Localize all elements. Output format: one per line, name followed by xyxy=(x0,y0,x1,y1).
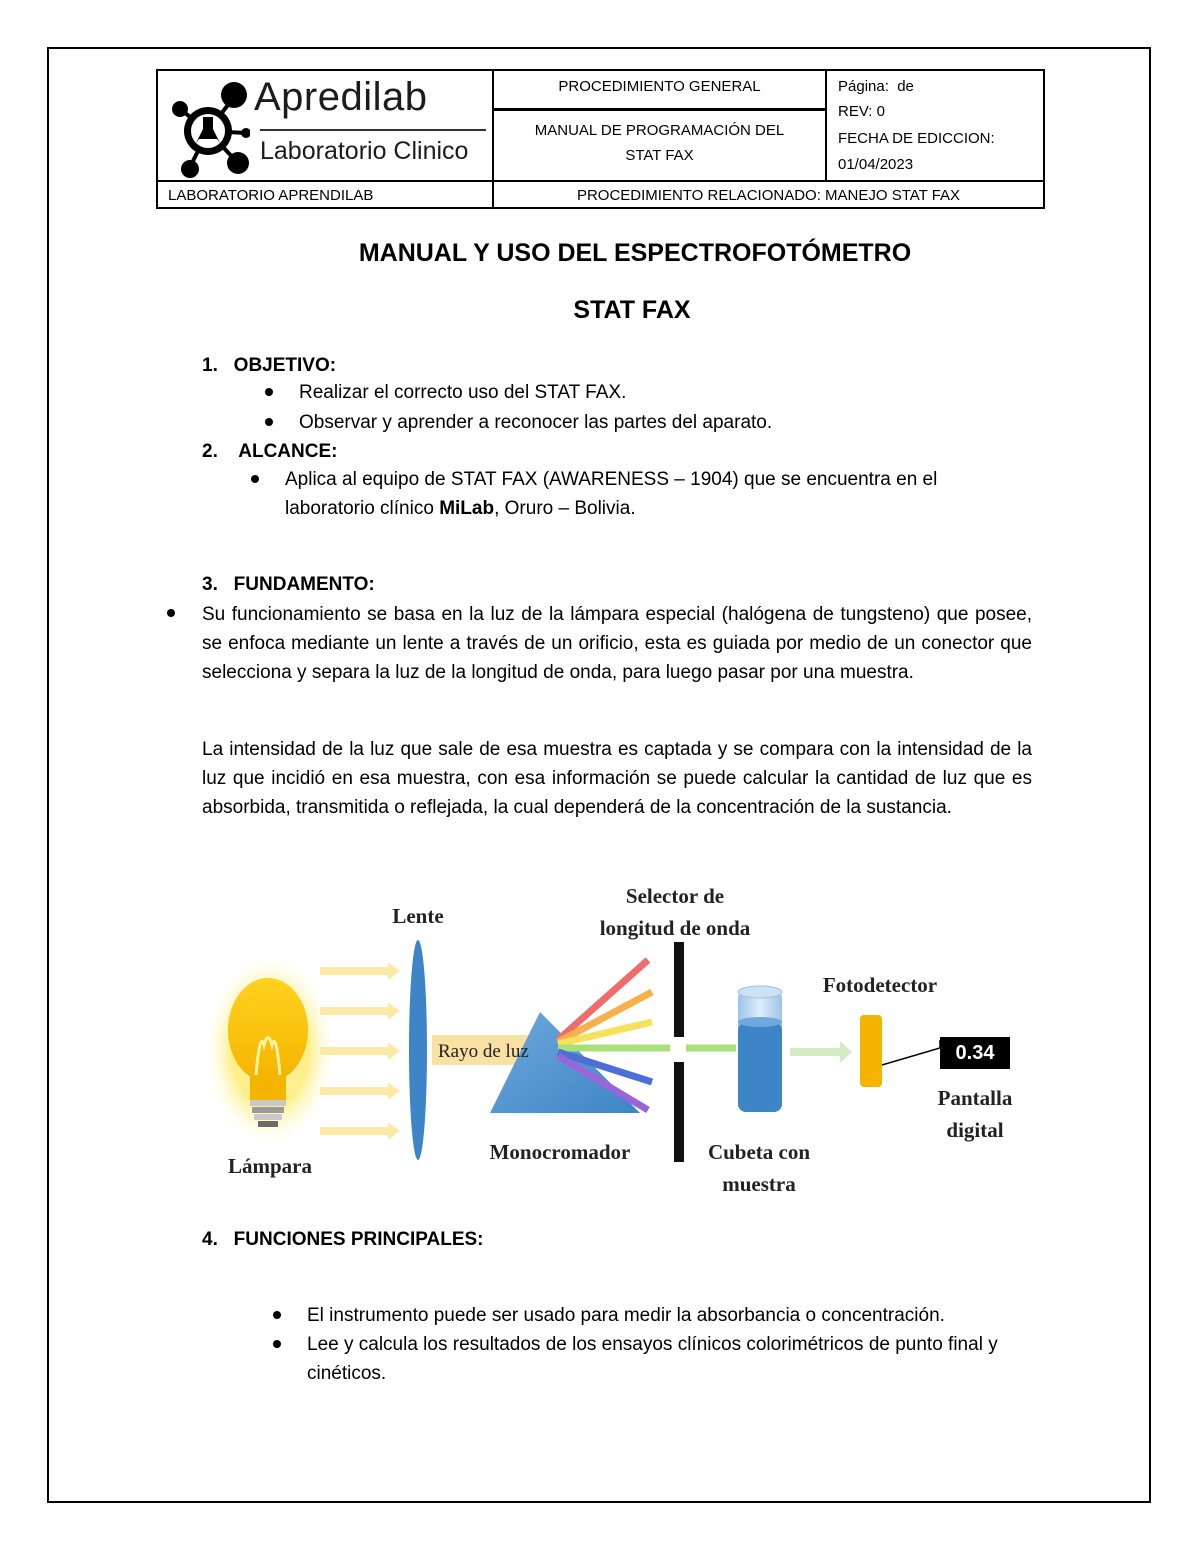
procedure-type: PROCEDIMIENTO GENERAL xyxy=(558,78,761,95)
funciones-item: Lee y calcula los resultados de los ensayos clínicos colorimétricos de punto final y cinéticos. xyxy=(307,1334,998,1384)
document-header xyxy=(156,69,1045,209)
objetivo-item: Observar y aprender a reconocer las partes del aparato. xyxy=(299,412,773,433)
manual-title-line2: STAT FAX xyxy=(625,147,694,164)
label-lampara: Lámpara xyxy=(228,1154,312,1178)
logo-name: Apredilab xyxy=(254,75,428,119)
section-alcance-heading: 2. ALCANCE: xyxy=(202,441,338,462)
document-subtitle: STAT FAX xyxy=(573,296,691,324)
label-pantalla-line2: digital xyxy=(946,1118,1004,1142)
section-funciones-heading: 4. FUNCIONES PRINCIPALES: xyxy=(202,1229,484,1250)
related-procedure: PROCEDIMIENTO RELACIONADO: MANEJO STAT FAX xyxy=(576,187,961,204)
edition-label: FECHA DE EDICCION: xyxy=(838,130,995,147)
logo-subtitle: Laboratorio Clinico xyxy=(260,137,469,165)
fundamento-paragraph-2: La intensidad de la luz que sale de esa muestra es captada y se compara con la intensidad de la luz que incidió en esa muestra, con esa información se puede calcular la cantidad de luz que es absorbida, transmitida o reflejada, la cual dependerá de la concentración de la sustancia. xyxy=(202,739,1032,818)
label-selector-line1: Selector de xyxy=(625,884,725,908)
molecule-flask-icon xyxy=(166,75,250,179)
manual-title-line1: MANUAL DE PROGRAMACIÓN DEL xyxy=(534,122,785,139)
lamp-icon xyxy=(205,955,335,1145)
page-number: Página: de xyxy=(838,78,914,95)
lens-icon xyxy=(409,940,427,1160)
bullet xyxy=(265,418,273,426)
wavelength-selector xyxy=(674,942,684,1037)
funciones-item: El instrumento puede ser usado para medir la absorbancia o concentración. xyxy=(307,1305,945,1326)
fundamento-paragraph-1: Su funcionamiento se basa en la luz de la lámpara especial (halógena de tungsteno) que posee, se enfoca mediante un lente a través de un orificio, esta es guiada por medio de un conector que selecciona y separa la luz de la longitud de onda, para luego pasar por una muestra. xyxy=(202,604,1032,683)
label-lente: Lente xyxy=(392,904,444,928)
section-objetivo-heading: 1. OBJETIVO: xyxy=(202,355,337,376)
bullet xyxy=(273,1340,281,1348)
objetivo-item: Realizar el correcto uso del STAT FAX. xyxy=(299,382,627,403)
bullet xyxy=(251,475,259,483)
document-title: MANUAL Y USO DEL ESPECTROFOTÓMETRO xyxy=(358,239,912,267)
section-fundamento-heading: 3. FUNDAMENTO: xyxy=(202,574,375,595)
logo xyxy=(164,75,490,179)
edition-date: 01/04/2023 xyxy=(838,156,914,173)
light-rays xyxy=(320,962,400,1140)
label-cubeta-line2: muestra xyxy=(722,1172,796,1196)
cuvette-icon xyxy=(738,986,782,1112)
photodetector-icon xyxy=(860,1015,882,1087)
bullet xyxy=(273,1311,281,1319)
alcance-line2 xyxy=(285,494,636,523)
lab-name: LABORATORIO APRENDILAB xyxy=(168,187,374,204)
label-fotodetector: Fotodetector xyxy=(822,973,938,997)
alcance-text: laboratorio clínico xyxy=(285,498,440,519)
logo-underline xyxy=(260,129,486,131)
bullet xyxy=(265,388,273,396)
label-cubeta-line1: Cubeta con xyxy=(707,1140,811,1164)
bullet xyxy=(167,609,175,617)
display-reading: 0.34 xyxy=(955,1042,995,1064)
label-selector-line2: longitud de onda xyxy=(599,916,751,940)
label-pantalla-line1: Pantalla xyxy=(937,1086,1013,1110)
alcance-line1: Aplica al equipo de STAT FAX (AWARENESS – 1904) que se encuentra en el xyxy=(285,469,938,490)
label-rayo-de-luz: Rayo de luz xyxy=(438,1041,529,1062)
revision: REV: 0 xyxy=(838,103,885,120)
label-monocromador: Monocromador xyxy=(489,1140,631,1164)
alcance-lab-name: MiLab xyxy=(439,498,495,519)
spectrophotometer-diagram xyxy=(200,870,1040,1210)
alcance-text: , Oruro – Bolivia. xyxy=(494,498,636,519)
